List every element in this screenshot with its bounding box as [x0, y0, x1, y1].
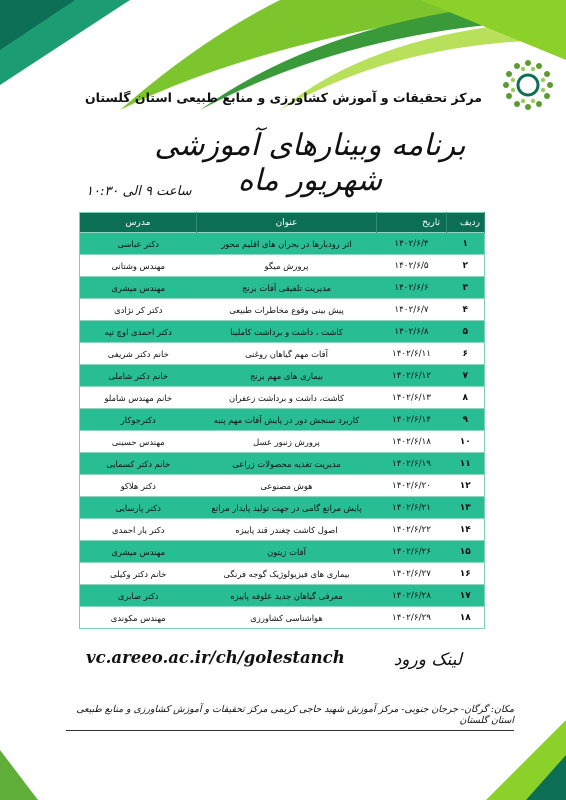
table-row [80, 321, 485, 343]
link-label: لینک ورود [393, 650, 462, 670]
teacher-cell: خانم دکتر کسمایی [80, 453, 197, 475]
teacher-cell: دکتر یار احمدی [80, 519, 197, 541]
row-number-cell: ۸ [447, 387, 485, 409]
teacher-cell: مهندس وشتانی [80, 255, 197, 277]
title-cell: هواشناسی کشاورزی [197, 607, 377, 629]
table-row [80, 453, 485, 475]
teacher-cell: مهندس میشری [80, 277, 197, 299]
date-cell: ۱۴۰۲/۶/۲۸ [377, 585, 447, 607]
teacher-cell: خانم دکتر شاملی [80, 365, 197, 387]
teacher-cell: دکتر پارسایی [80, 497, 197, 519]
row-number-cell: ۲ [447, 255, 485, 277]
date-cell: ۱۴۰۲/۶/۱۸ [377, 431, 447, 453]
table-row [80, 519, 485, 541]
title-cell: کاشت، داشت و برداشت زعفران [197, 387, 377, 409]
row-number-cell: ۳ [447, 277, 485, 299]
row-number-cell: ۵ [447, 321, 485, 343]
table-row [80, 497, 485, 519]
date-cell: ۱۴۰۲/۶/۱۳ [377, 387, 447, 409]
date-cell: ۱۴۰۲/۶/۱۹ [377, 453, 447, 475]
venue-address: مکان: گرگان- جرجان جنوبی- مرکز آموزش شهید حاجی کریمی مرکز تحقیقات و آموزش کشاورزی و منابع طبیعی استان گلستان [66, 704, 514, 731]
date-cell: ۱۴۰۲/۶/۱۲ [377, 365, 447, 387]
title-cell: پیش بینی وقوع مخاطرات طبیعی [197, 299, 377, 321]
title-cell: بیماری های مهم برنج [197, 365, 377, 387]
teacher-cell: مهندس مکوندی [80, 607, 197, 629]
title-cell: بیماری های فیزیولوژیک گوجه فرنگی [197, 563, 377, 585]
table-row [80, 299, 485, 321]
row-number-cell: ۹ [447, 409, 485, 431]
row-number-cell: ۱۶ [447, 563, 485, 585]
title-cell: آفات زیتون [197, 541, 377, 563]
date-cell: ۱۴۰۲/۶/۲۷ [377, 563, 447, 585]
header-row-number: ردیف [447, 213, 485, 233]
org-emblem-icon [501, 58, 555, 112]
table-row [80, 255, 485, 277]
title-cell: پرورش میگو [197, 255, 377, 277]
title-cell: اصول کاشت چغندر قند پاییزه [197, 519, 377, 541]
row-number-cell: ۱۷ [447, 585, 485, 607]
row-number-cell: ۱۳ [447, 497, 485, 519]
row-number-cell: ۱۱ [447, 453, 485, 475]
teacher-cell: خانم مهندس شاملو [80, 387, 197, 409]
bottom-left-decoration [0, 750, 40, 800]
date-cell: ۱۴۰۲/۶/۵ [377, 255, 447, 277]
title-cell: کاشت ، داشت و برداشت کاملینا [197, 321, 377, 343]
title-cell: مدیریت تغذیه محصولات زراعی [197, 453, 377, 475]
table-row [80, 563, 485, 585]
date-cell: ۱۴۰۲/۶/۲۰ [377, 475, 447, 497]
teacher-cell: خانم دکتر شریفی [80, 343, 197, 365]
date-cell: ۱۴۰۲/۶/۲۶ [377, 541, 447, 563]
row-number-cell: ۱ [447, 233, 485, 255]
date-cell: ۱۴۰۲/۶/۲۱ [377, 497, 447, 519]
webinar-schedule-table [79, 212, 485, 629]
teacher-cell: دکترجوکار [80, 409, 197, 431]
table-row [80, 277, 485, 299]
teacher-cell: مهندس میشری [80, 541, 197, 563]
date-cell: ۱۴۰۲/۶/۴ [377, 233, 447, 255]
teacher-cell: خانم دکتر وکیلی [80, 563, 197, 585]
title-cell: هوش مصنوعی [197, 475, 377, 497]
title-cell: اثر رودبارها در بحران های اقلیم محور [197, 233, 377, 255]
table-row [80, 365, 485, 387]
row-number-cell: ۴ [447, 299, 485, 321]
teacher-cell: مهندس حسینی [80, 431, 197, 453]
title-cell: مدیریت تلفیقی آفات برنج [197, 277, 377, 299]
row-number-cell: ۱۰ [447, 431, 485, 453]
title-cell: کاربرد سنجش دور در پایش آفات مهم پنبه [197, 409, 377, 431]
table-row [80, 409, 485, 431]
table-header-row [80, 213, 485, 233]
row-number-cell: ۱۴ [447, 519, 485, 541]
row-number-cell: ۶ [447, 343, 485, 365]
webinar-link[interactable]: vc.areeo.ac.ir/ch/golestanch [86, 648, 345, 667]
date-cell: ۱۴۰۲/۶/۸ [377, 321, 447, 343]
title-cell: پرورش زنبور عسل [197, 431, 377, 453]
row-number-cell: ۱۲ [447, 475, 485, 497]
date-cell: ۱۴۰۲/۶/۶ [377, 277, 447, 299]
table-row [80, 431, 485, 453]
teacher-cell: دکتر صابری [80, 585, 197, 607]
header-date: تاریخ [377, 213, 447, 233]
time-label: ساعت ۹ الی ۱۰:۳۰ [86, 184, 192, 199]
table-row [80, 541, 485, 563]
row-number-cell: ۱۸ [447, 607, 485, 629]
header-teacher: مدرس [80, 213, 197, 233]
teacher-cell: دکتر احمدی اوچ تپه [80, 321, 197, 343]
table-row [80, 585, 485, 607]
page-title: برنامه وبینارهای آموزشی شهریور ماه [154, 128, 466, 198]
teacher-cell: دکتر کر نژادی [80, 299, 197, 321]
organization-title: مرکز تحقیقات و آموزش کشاورزی و منابع طبیعی استان گلستان [85, 90, 482, 105]
row-number-cell: ۱۵ [447, 541, 485, 563]
table-row [80, 343, 485, 365]
date-cell: ۱۴۰۲/۶/۷ [377, 299, 447, 321]
bottom-right-decoration [486, 720, 566, 800]
table-row [80, 607, 485, 629]
table-body [80, 233, 485, 629]
title-cell: پایش مراتع گامی در جهت تولید پایدار مراتع [197, 497, 377, 519]
title-cell: معرفی گیاهان جدید علوفه پاییزه [197, 585, 377, 607]
table-row [80, 233, 485, 255]
date-cell: ۱۴۰۲/۶/۱۱ [377, 343, 447, 365]
header-title: عنوان [197, 213, 377, 233]
table-row [80, 387, 485, 409]
row-number-cell: ۷ [447, 365, 485, 387]
teacher-cell: دکتر هلاکو [80, 475, 197, 497]
date-cell: ۱۴۰۲/۶/۱۴ [377, 409, 447, 431]
date-cell: ۱۴۰۲/۶/۲۲ [377, 519, 447, 541]
teacher-cell: دکتر عباسی [80, 233, 197, 255]
date-cell: ۱۴۰۲/۶/۲۹ [377, 607, 447, 629]
title-cell: آفات مهم گیاهان روغنی [197, 343, 377, 365]
table-row [80, 475, 485, 497]
